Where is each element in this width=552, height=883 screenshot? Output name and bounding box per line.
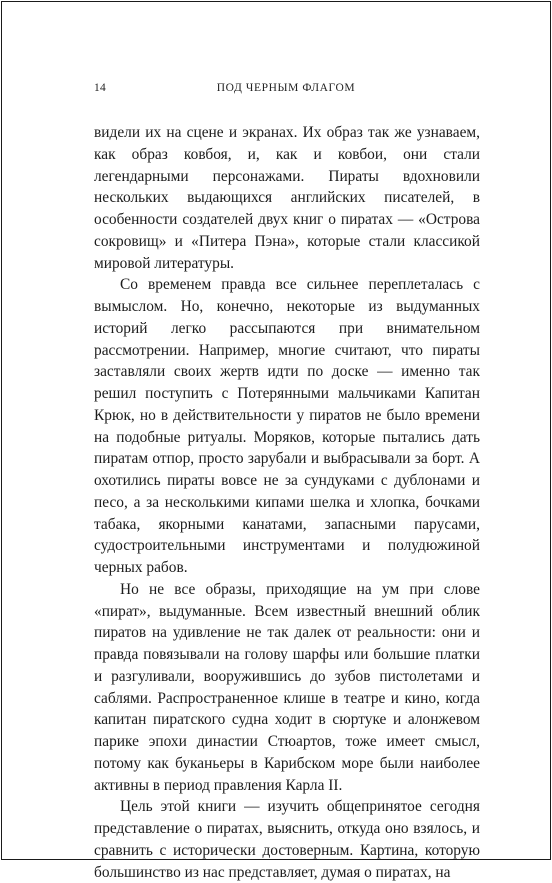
paragraph: Со временем правда все сильнее переплеталась с вымыслом. Но, конечно, некоторые из выдуманных историй легко рассыпаются при внимательном рассмотрении. Например, многие считают, что пираты заставляли своих жертв идти по доске — именно так решил поступить с Потерянными мальчиками Капитан Крюк, но в действительности у пиратов не было времени на подобные ритуалы. Моряков, которые пытались дать пиратам отпор, просто зарубали и выбрасывали за борт. А охотились пираты вовсе не за сундуками с дублонами и песо, а за несколькими кипами шелка и хлопка, бочками табака, якорными канатами, запасными парусами, судостроительными инструментами и полудюжиной черных рабов. bbox=[94, 276, 480, 576]
paragraph: Цель этой книги — изучить общепринятое сегодня представление о пиратах, выяснить, откуда оно взялось, и сравнить с исторически достоверным. Картина, которую большинство из нас представляет, думая о пиратах, на bbox=[94, 798, 480, 881]
body-text bbox=[94, 122, 480, 883]
book-page bbox=[1, 1, 551, 881]
page-number: 14 bbox=[94, 82, 107, 94]
running-head bbox=[94, 82, 478, 98]
paragraph-continued: видели их на сцене и экранах. Их образ так же узнаваем, как образ ковбоя, и, как и ковбои, они стали легендарными персонажами. Пираты вдохновили нескольких выдающихся английских писателей, в особенности создателей двух книг о пиратах — «Острова сокровищ» и «Питера Пэна», которые стали классикой мировой литературы. bbox=[94, 124, 480, 272]
book-title: ПОД ЧЕРНЫМ ФЛАГОМ bbox=[216, 82, 356, 94]
paragraph: Но не все образы, приходящие на ум при слове «пират», выдуманные. Всем известный внешний облик пиратов на удивление не так далек от реальности: они и правда повязывали на голову шарфы или большие платки и разгуливали, вооружившись до зубов пистолетами и саблями. Распространенное клише в театре и кино, когда капитан пиратского судна ходит в сюртуке и алонжевом парике эпохи династии Стюартов, тоже имеет смысл, потому как буканьеры в Карибском море были наиболее активны в период правления Карла II. bbox=[94, 580, 480, 794]
